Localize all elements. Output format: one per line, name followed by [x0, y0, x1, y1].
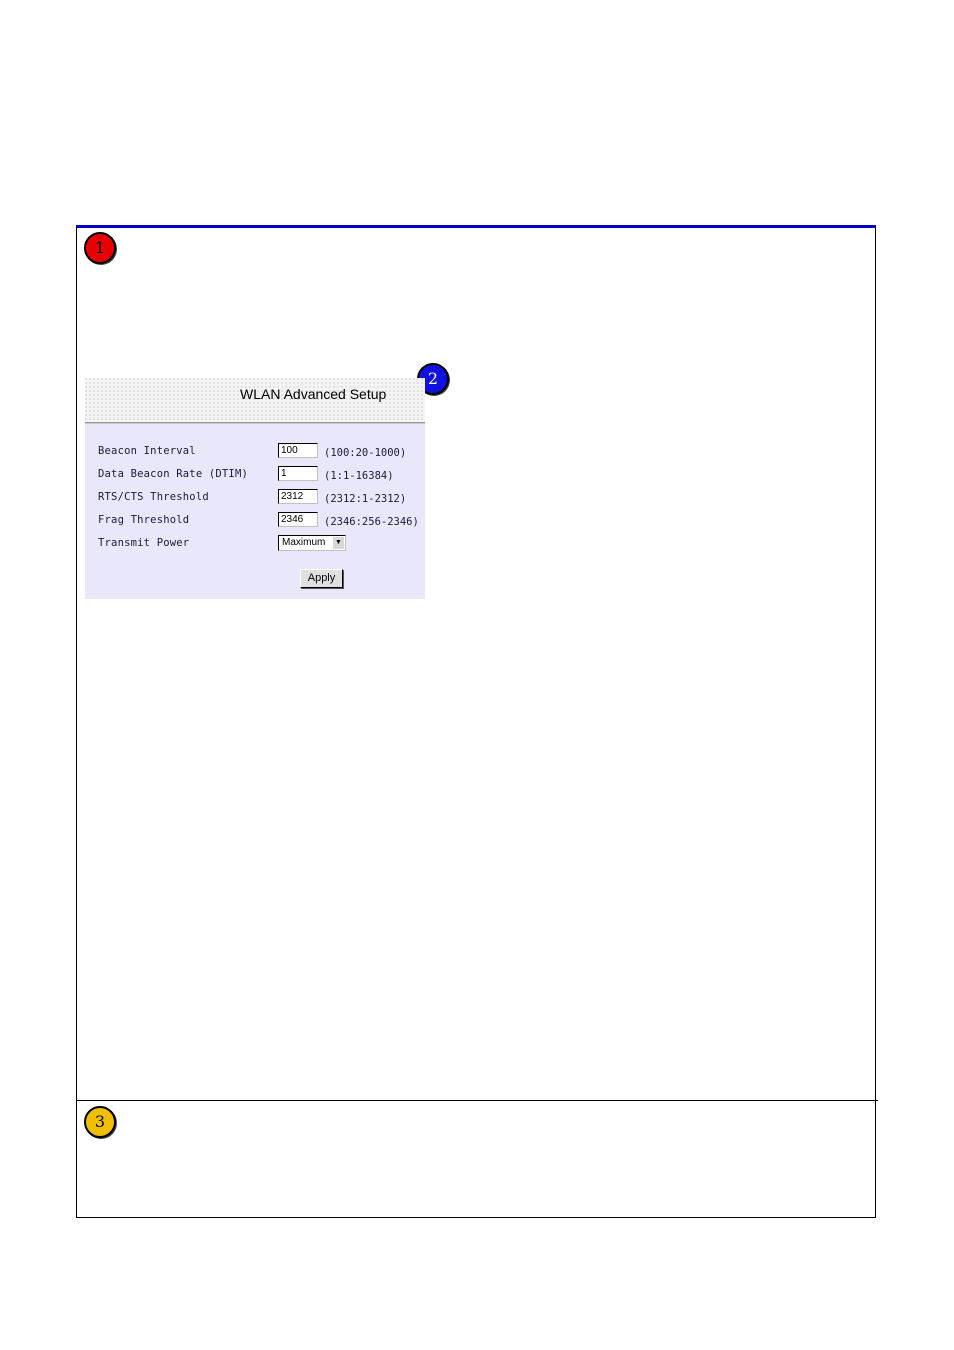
- transmit-power-value: Maximum: [282, 537, 326, 548]
- transmit-power-select[interactable]: [278, 535, 346, 551]
- panel-title: WLAN Advanced Setup: [240, 386, 387, 402]
- rts-cts-range: (2312:1-2312): [324, 493, 407, 505]
- frag-threshold-range: (2346:256-2346): [324, 516, 419, 528]
- apply-button[interactable]: Apply: [300, 569, 343, 588]
- callout-badge-3: 3: [84, 1106, 116, 1138]
- dtim-range: (1:1-16384): [324, 470, 394, 482]
- frag-threshold-input[interactable]: 2346: [278, 512, 318, 527]
- beacon-interval-label: Beacon Interval: [98, 445, 196, 457]
- beacon-interval-input[interactable]: 100: [278, 443, 318, 458]
- transmit-power-label: Transmit Power: [98, 537, 190, 549]
- content-frame: [76, 225, 876, 1218]
- callout-badge-2: 2: [417, 363, 449, 395]
- chevron-down-icon[interactable]: ▼: [332, 537, 344, 549]
- rts-cts-input[interactable]: 2312: [278, 489, 318, 504]
- callout-badge-1: 1: [84, 232, 116, 264]
- dtim-label: Data Beacon Rate (DTIM): [98, 468, 248, 480]
- frag-threshold-label: Frag Threshold: [98, 514, 190, 526]
- dtim-input[interactable]: 1: [278, 466, 318, 481]
- rts-cts-label: RTS/CTS Threshold: [98, 491, 209, 503]
- section-divider: [76, 1100, 878, 1101]
- beacon-interval-range: (100:20-1000): [324, 447, 407, 459]
